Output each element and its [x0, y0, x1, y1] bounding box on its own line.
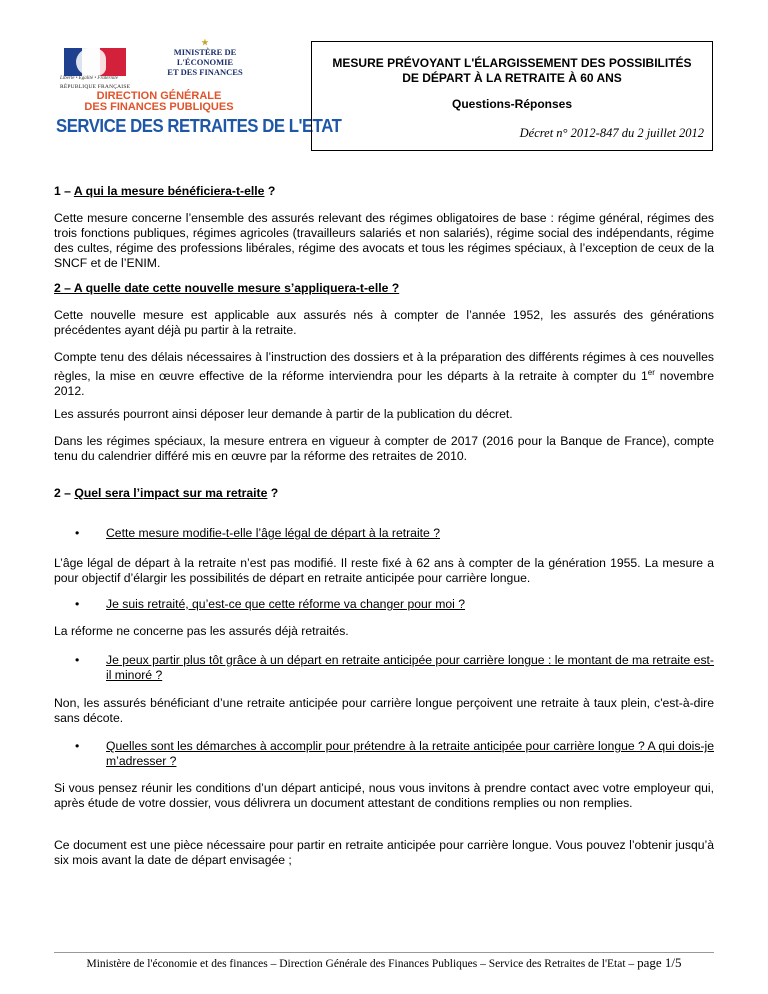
section-1-heading: 1 – A qui la mesure bénéficiera-t-elle ? [54, 184, 276, 198]
section-3-heading: 2 – Quel sera l’impact sur ma retraite ? [54, 486, 279, 500]
section-2-paragraph-3: Les assurés pourront ainsi déposer leur demande à partir de la publication du décret. [54, 407, 513, 421]
decree-reference: Décret n° 2012-847 du 2 juillet 2012 [519, 126, 704, 140]
ministry-name: ★ MINISTÈRE DE L'ÉCONOMIE ET DES FINANCES [145, 38, 265, 77]
title-box [311, 41, 713, 151]
bullet-icon: • [75, 526, 80, 540]
bullet-icon: • [75, 739, 80, 753]
answer-2: La réforme ne concerne pas les assurés déjà retraités. [54, 624, 349, 638]
page-title: MESURE PRÉVOYANT L'ÉLARGISSEMENT DES POSSIBILITÉS DE DÉPART À LA RETRAITE À 60 ANS [332, 56, 692, 85]
republic-name: RÉPUBLIQUE FRANÇAISE [60, 84, 131, 90]
answer-4: Si vous pensez réunir les conditions d’un départ anticipé, nous vous invitons à prendre contact avec votre employeur qui, après étude de votre dossier, vous délivrera un document attestant de conditions remplies ou non remplies. [54, 781, 714, 810]
footer-divider [54, 952, 714, 953]
header-logo [56, 38, 342, 148]
question-2: • Je suis retraité, qu’est-ce que cette réforme va changer pour moi ? [75, 597, 466, 611]
question-3: • Je peux partir plus tôt grâce à un départ en retraite anticipée pour carrière longue : le montant de ma retraite est-il minoré ? [75, 653, 714, 682]
page-number: page 1/5 [637, 955, 682, 970]
section-1-paragraph: Cette mesure concerne l’ensemble des assurés relevant des régimes obligatoires de base : régime général, régimes des trois fonctions publiques, régimes agricoles (travailleurs salariés et non salariés), régime social des indépendants, régime des cultes, régime des professions libérales, régime des avocats et tous les régimes spéciaux, à l’exception de ceux de la SNCF et de l’ENIM. [54, 211, 714, 270]
answer-1: L’âge légal de départ à la retraite n’est pas modifié. Il reste fixé à 62 ans à compter de la génération 1955. La mesure a pour objectif d’élargir les possibilités de départ en retraite anticipée pour carrière longue. [54, 556, 714, 585]
section-2-heading: 2 – A quelle date cette nouvelle mesure s’appliquera-t-elle ? [54, 281, 400, 295]
section-2-paragraph-2: Compte tenu des délais nécessaires à l’instruction des dossiers et à la préparation des différents régimes à ces nouvelles règles, la mise en œuvre effective de la réforme interviendra pour les départs à la retraite à compter du 1er novembre 2012. [54, 350, 714, 399]
question-1: • Cette mesure modifie-t-elle l’âge légal de départ à la retraite ? [75, 526, 440, 540]
answer-4-continued: Ce document est une pièce nécessaire pour partir en retraite anticipée pour carrière longue. Vous pouvez l’obtenir jusqu’à six mois avant la date de départ envisagée ; [54, 838, 714, 867]
bullet-icon: • [75, 653, 80, 667]
service-name: SERVICE DES RETRAITES DE L'ETAT [56, 116, 342, 136]
answer-3: Non, les assurés bénéficiant d’une retraite anticipée pour carrière longue perçoivent une retraite à taux plein, c'est-à-dire sans décote. [54, 696, 714, 725]
question-4: • Quelles sont les démarches à accomplir pour prétendre à la retraite anticipée pour carrière longue ? A qui dois-je m’adresser ? [75, 739, 714, 768]
section-2-paragraph-4: Dans les régimes spéciaux, la mesure entrera en vigueur à compter de 2017 (2016 pour la Banque de France), compte tenu du calendrier différé mis en œuvre par la réforme des retraites de 2010. [54, 434, 714, 463]
bullet-icon: • [75, 597, 80, 611]
section-2-paragraph-1: Cette nouvelle mesure est applicable aux assurés nés à compter de l’année 1952, les assurés des générations précédentes ayant déjà pu partir à la retraite. [54, 308, 714, 337]
star-icon: ★ [201, 38, 209, 47]
republic-motto: Liberté • Égalité • Fraternité [60, 76, 118, 81]
page-footer: Ministère de l'économie et des finances – Direction Générale des Finances Publiques – Service des Retraites de l'Etat – page 1/5 [86, 955, 682, 970]
dgfip-name: DIRECTION GÉNÉRALE DES FINANCES PUBLIQUES [84, 90, 234, 113]
subtitle: Questions-Réponses [451, 97, 573, 111]
